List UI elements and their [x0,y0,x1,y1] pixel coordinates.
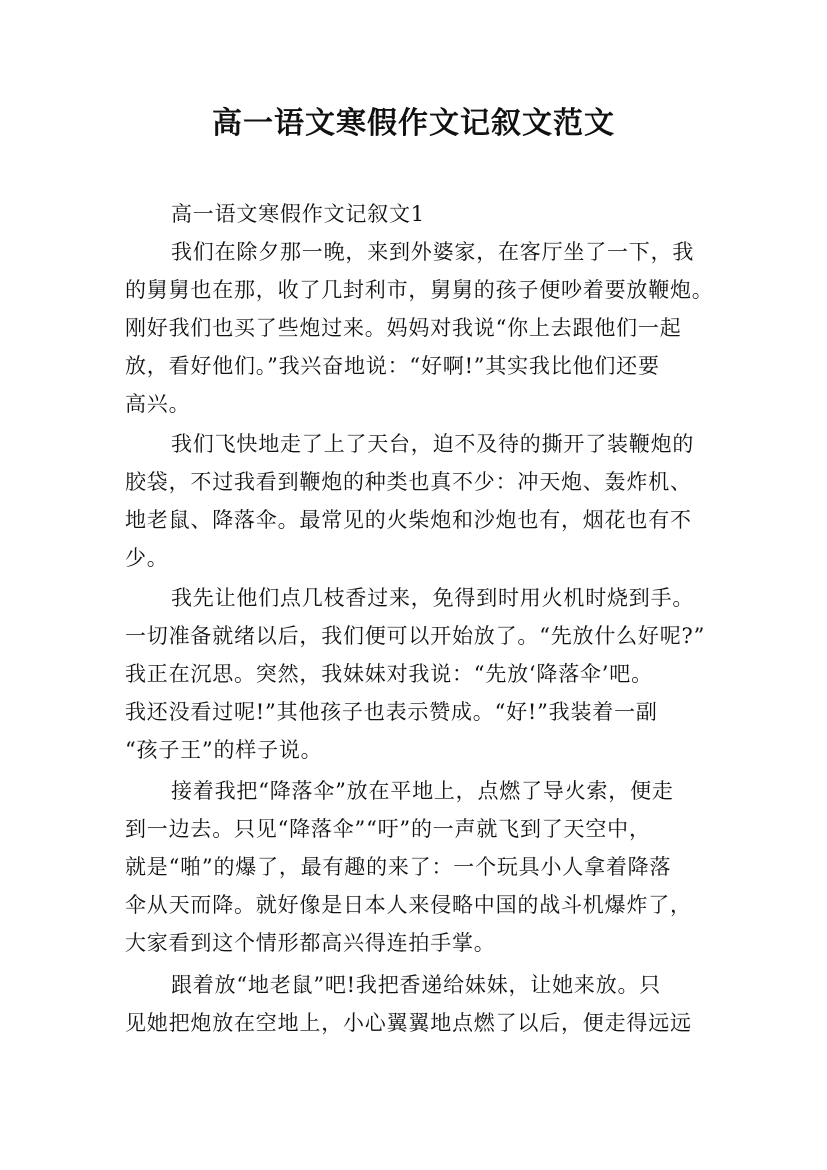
paragraph-line: 见她把炮放在空地上，小心翼翼地点燃了以后，便走得远远 [125,1011,692,1035]
paragraph-line: 大家看到这个情形都高兴得连拍手掌。 [125,931,496,955]
paragraph-line: 我正在沉思。突然，我妹妹对我说：“先放‘降落伞’吧。 [125,662,653,686]
paragraph-line: 高兴。 [125,392,191,416]
paragraph-line: 跟着放“地老鼠”吧!我把香递给妹妹，让她来放。只 [171,973,662,997]
paragraph-line: “孩子王”的样子说。 [125,738,323,762]
paragraph-line: 刚好我们也买了些炮过来。妈妈对我说“你上去跟他们一起 [125,316,682,340]
paragraph-line: 我先让他们点几枝香过来，免得到时用火机时烧到手。 [171,586,695,610]
paragraph-line: 胶袋，不过我看到鞭炮的种类也真不少：冲天炮、轰炸机、 [125,470,692,494]
paragraph-line: 我们在除夕那一晚，来到外婆家，在客厅坐了一下，我 [171,240,695,264]
subtitle: 高一语文寒假作文记叙文1 [171,202,425,226]
paragraph-line: 一切准备就绪以后，我们便可以开始放了。“先放什么好呢?” [125,624,706,648]
paragraph-line: 我们飞快地走了上了天台，迫不及待的撕开了装鞭炮的 [171,432,695,456]
paragraph-line: 少。 [125,546,169,570]
paragraph-line: 到一边去。只见“降落伞”“吁”的一声就飞到了天空中， [125,817,651,841]
document-title: 高一语文寒假作文记叙文范文 [212,106,615,141]
paragraph-line: 地老鼠、降落伞。最常见的火柴炮和沙炮也有，烟花也有不 [125,508,692,532]
paragraph-line: 放，看好他们。”我兴奋地说：“好啊!”其实我比他们还要 [125,354,660,378]
paragraph-line: 我还没看过呢!”其他孩子也表示赞成。“好!”我装着一副 [125,700,658,724]
paragraph-line: 伞从天而降。就好像是日本人来侵略中国的战斗机爆炸了， [125,893,692,917]
paragraph-line: 的舅舅也在那，收了几封利市，舅舅的孩子便吵着要放鞭炮。 [125,278,714,302]
paragraph-line: 接着我把“降落伞”放在平地上，点燃了导火索，便走 [171,779,674,803]
paragraph-line: 就是“啪”的爆了，最有趣的来了：一个玩具小人拿着降落 [125,855,672,879]
